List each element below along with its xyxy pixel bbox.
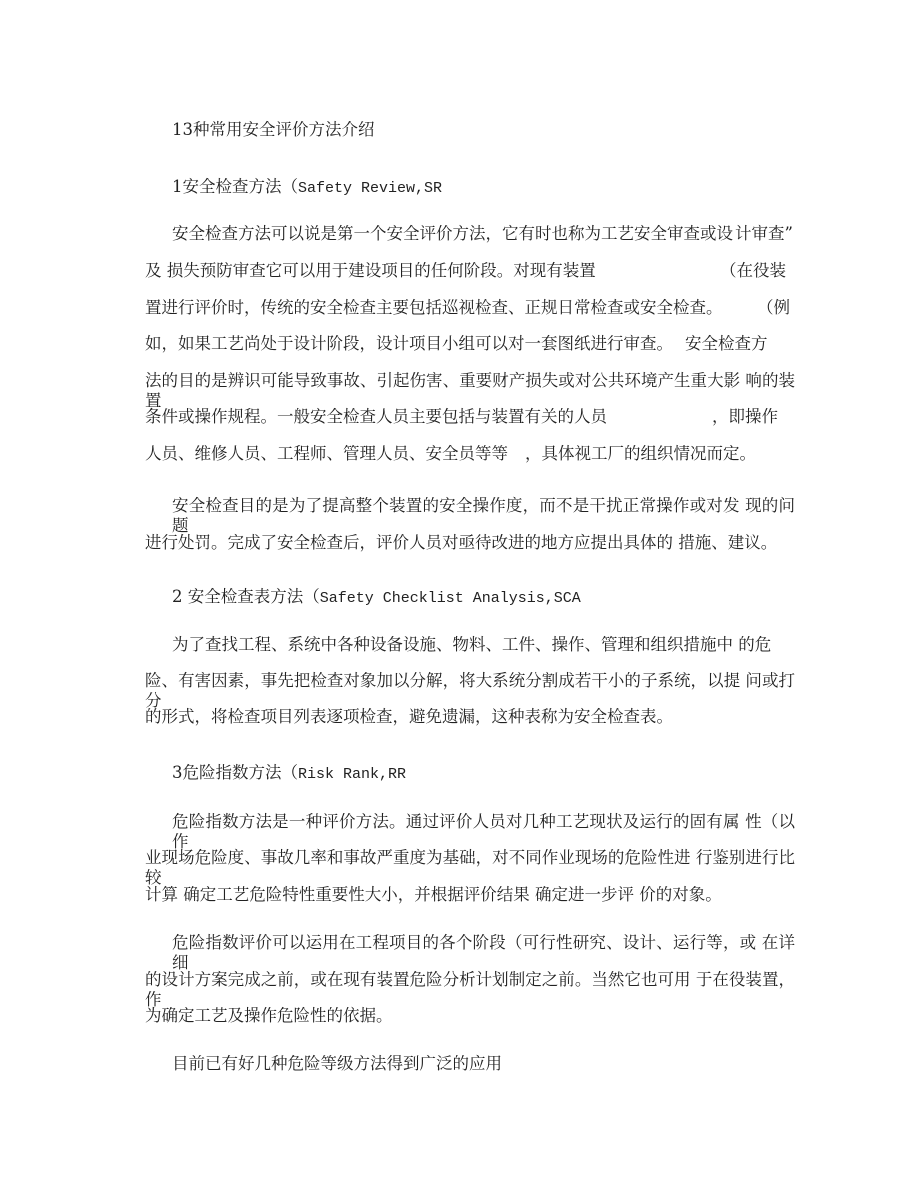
section-heading-2 — [172, 587, 581, 609]
heading-text: 安全检查方法（ — [182, 177, 298, 196]
text-line: 的形式，将检查项目列表逐项检查，避免遗漏，这种表称为安全检查表。 — [145, 707, 673, 726]
text-line: 危险指数方法是一种评价方法。通过评价人员对几种工艺现状及运行的固有属 性（以作 — [172, 812, 795, 851]
heading-text: 危险指数方法（ — [182, 763, 298, 782]
text-line: 为了查找工程、系统中各种设备设施、物料、工件、操作、管理和组织措施中 的危 — [172, 635, 772, 654]
text-line: 危险指数评价可以运用在工程项目的各个阶段（可行性研究、设计、运行等，或 在详细 — [172, 933, 795, 972]
text-line: 安全检查方 — [685, 334, 768, 353]
heading-english: Risk Rank,RR — [298, 766, 407, 783]
text-line: 法的目的是辨识可能导致事故、引起伤害、重要财产损失或对公共环境产生重大影 响的装置 — [145, 371, 795, 410]
heading-text: 安全检查表方法（ — [187, 587, 320, 606]
text-line: 及 损失预防审查它可以用于建设项目的任何阶段。对现有装置 — [145, 261, 596, 280]
text-line: 为确定工艺及操作危险性的依据。 — [145, 1006, 393, 1025]
text-line: ，即操作 — [712, 407, 778, 426]
text-line: （例 — [757, 298, 790, 317]
heading-english: Safety Review,SR — [298, 180, 443, 197]
text-line: 计审查” — [735, 224, 793, 243]
text-line: 险、有害因素，事先把检查对象加以分解，将大系统分割成若干小的子系统，以提 问或打分 — [145, 671, 795, 710]
text-line: 人员、维修人员、工程师、管理人员、安全员等等 — [145, 444, 508, 463]
text-line: 的设计方案完成之前，或在现有装置危险分析计划制定之前。当然它也可用 于在役装置，作 — [145, 970, 795, 1009]
document-title: 13种常用安全评价方法介绍 — [172, 120, 375, 139]
heading-number: 2 — [172, 587, 188, 606]
heading-number: 1 — [172, 177, 183, 196]
text-line: 如，如果工艺尚处于设计阶段，设计项目小组可以对一套图纸进行审查。 — [145, 334, 673, 353]
text-line: 目前已有好几种危险等级方法得到广泛的应用 — [172, 1054, 502, 1073]
heading-english: Safety Checklist Analysis,SCA — [319, 590, 581, 607]
heading-number: 3 — [172, 763, 183, 782]
text-line: 进行处罚。完成了安全检查后，评价人员对亟待改进的地方应提出具体的 措施、建议。 — [145, 533, 778, 552]
text-line: 条件或操作规程。一般安全检查人员主要包括与装置有关的人员 — [145, 407, 607, 426]
text-line: 计算 确定工艺危险特性重要性大小，并根据评价结果 确定进一步评 价的对象。 — [145, 885, 722, 904]
text-line: 置进行评价时，传统的安全检查主要包括巡视检查、正规日常检查或安全检查。 — [145, 298, 723, 317]
text-line: （在役装 — [720, 261, 786, 280]
section-heading-3 — [172, 763, 406, 785]
text-line: 安全检查方法可以说是第一个安全评价方法，它有时也称为工艺安全审查或设 — [172, 224, 733, 243]
text-line: 安全检查目的是为了提高整个装置的安全操作度，而不是干扰正常操作或对发 现的问题 — [172, 496, 795, 535]
text-line: ，具体视工厂的组织情况而定。 — [525, 444, 756, 463]
section-heading-1 — [172, 177, 442, 199]
text-line: 业现场危险度、事故几率和事故严重度为基础，对不同作业现场的危险性进 行鉴别进行比较 — [145, 848, 795, 887]
